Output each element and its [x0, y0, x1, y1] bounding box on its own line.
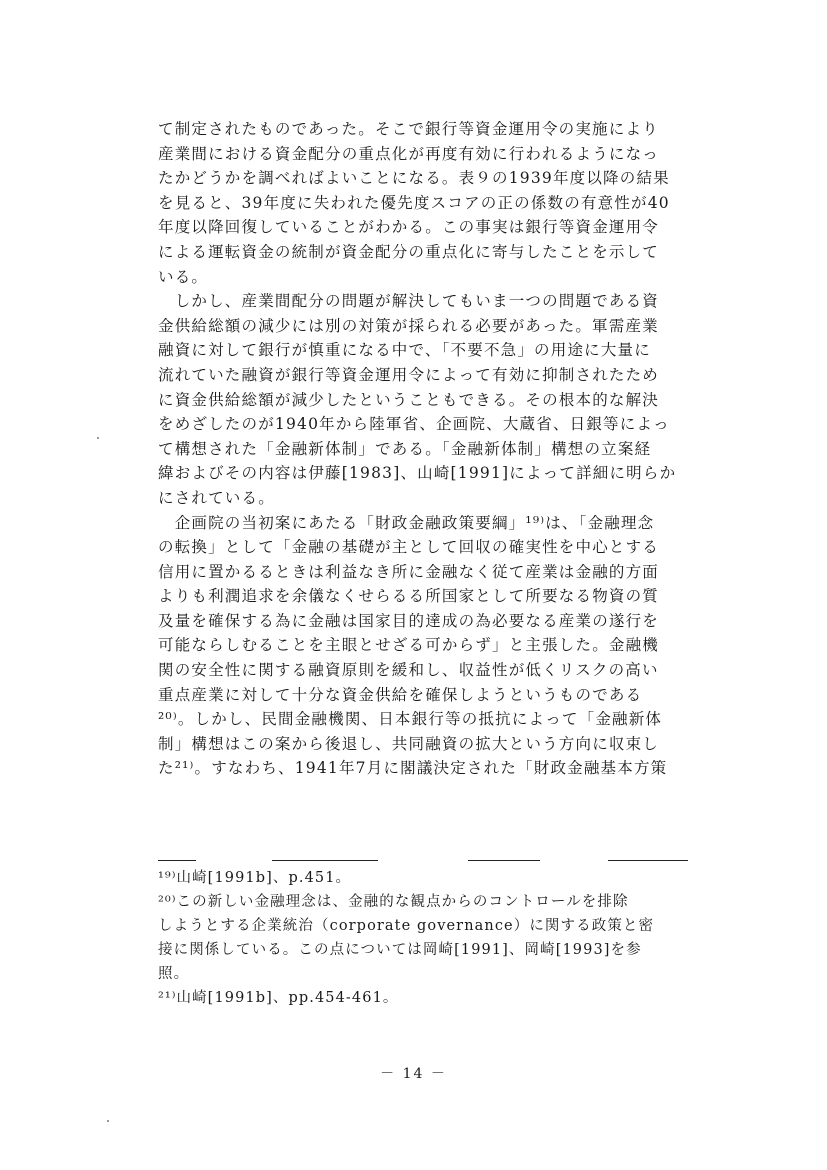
- body-line: 及量を確保する為に金融は国家目的達成の為必要なる産業の遂行を: [158, 611, 660, 630]
- body-line: の転換」として「金融の基礎が主として回収の確実性を中心とする: [158, 538, 660, 557]
- footnote-line: ²⁰⁾この新しい金融理念は、金融的な観点からのコントロールを排除: [158, 894, 629, 910]
- footnote-line: ¹⁹⁾山崎[1991b]、p.451。: [158, 870, 352, 886]
- body-line: 金供給総額の減少には別の対策が採られる必要があった。軍需産業: [158, 316, 659, 335]
- footnote-line: ²¹⁾山崎[1991b]、pp.454‐461。: [158, 990, 399, 1006]
- body-line: 可能ならしむることを主眼とせざる可からず」と主張した。金融機: [158, 636, 660, 655]
- body-line: 産業間における資金配分の重点化が再度有効に行われるようになっ: [158, 144, 660, 163]
- body-line: て制定されたものであった。そこで銀行等資金運用令の実施により: [158, 120, 659, 138]
- footnote-rule: [608, 860, 688, 861]
- body-line: 緯およびその内容は伊藤[1983]、山崎[1991]によって詳細に明らか: [158, 464, 677, 483]
- body-text: [158, 117, 698, 781]
- body-line: による運転資金の統制が資金配分の重点化に寄与したことを示して: [158, 242, 660, 261]
- footnote-rule: [272, 860, 378, 861]
- body-line: 関の安全性に関する融資原則を緩和し、収益性が低くリスクの高い: [158, 661, 659, 680]
- footnotes: [158, 866, 698, 1010]
- body-line: よりも利潤追求を余儀なくせらるる所国家として所要なる物資の質: [158, 587, 660, 606]
- body-line: にされている。: [158, 488, 275, 507]
- body-line: 重点産業に対して十分な資金供給を確保しようというものである: [158, 685, 643, 704]
- body-line: た²¹⁾。すなわち、1941年7月に閣議決定された「財政金融基本方策: [158, 759, 668, 778]
- body-line: に資金供給総額が減少したということもできる。その根本的な解決: [158, 390, 660, 409]
- body-line: 融資に対して銀行が慎重になる中で、「不要不急」の用途に大量に: [158, 341, 651, 360]
- body-line: をめざしたのが1940年から陸軍省、企画院、大蔵省、日銀等によっ: [158, 415, 670, 434]
- body-line: 制」構想はこの案から後退し、共同融資の拡大という方向に収束し: [158, 734, 660, 753]
- body-line: ²⁰⁾。しかし、民間金融機関、日本銀行等の抵抗によって「金融新体: [158, 710, 663, 729]
- body-line: しかし、産業間配分の問題が解決してもいま一つの問題である資: [158, 292, 660, 311]
- body-line: たかどうかを調べればよいことになる。表９の1939年度以降の結果: [158, 169, 670, 188]
- footnote-rule: [468, 860, 540, 861]
- body-line: いる。: [158, 267, 209, 286]
- body-line: を見ると、39年度に失われた優先度スコアの正の係数の有意性が40: [158, 193, 670, 212]
- scan-speck: [107, 1120, 109, 1122]
- footnote-line: しようとする企業統治（corporate governance）に関する政策と密: [158, 918, 655, 934]
- footnote-rule: [158, 860, 196, 861]
- body-line: 信用に置かるるときは利益なき所に金融なく従て産業は金融的方面: [158, 562, 660, 581]
- footnote-line: 接に関係している。この点については岡崎[1991]、岡崎[1993]を参: [158, 942, 642, 958]
- page-number: － 14 －: [380, 1066, 447, 1082]
- scan-speck: [97, 437, 99, 439]
- body-line: て構想された「金融新体制」である。「金融新体制」構想の立案経: [158, 439, 652, 458]
- body-line: 流れていた融資が銀行等資金運用令によって有効に抑制されたため: [158, 365, 660, 384]
- body-line: 年度以降回復していることがわかる。この事実は銀行等資金運用令: [158, 218, 660, 237]
- body-line: 企画院の当初案にあたる「財政金融政策要綱」¹⁹⁾は、「金融理念: [158, 513, 655, 532]
- footnote-line: 照。: [158, 966, 190, 982]
